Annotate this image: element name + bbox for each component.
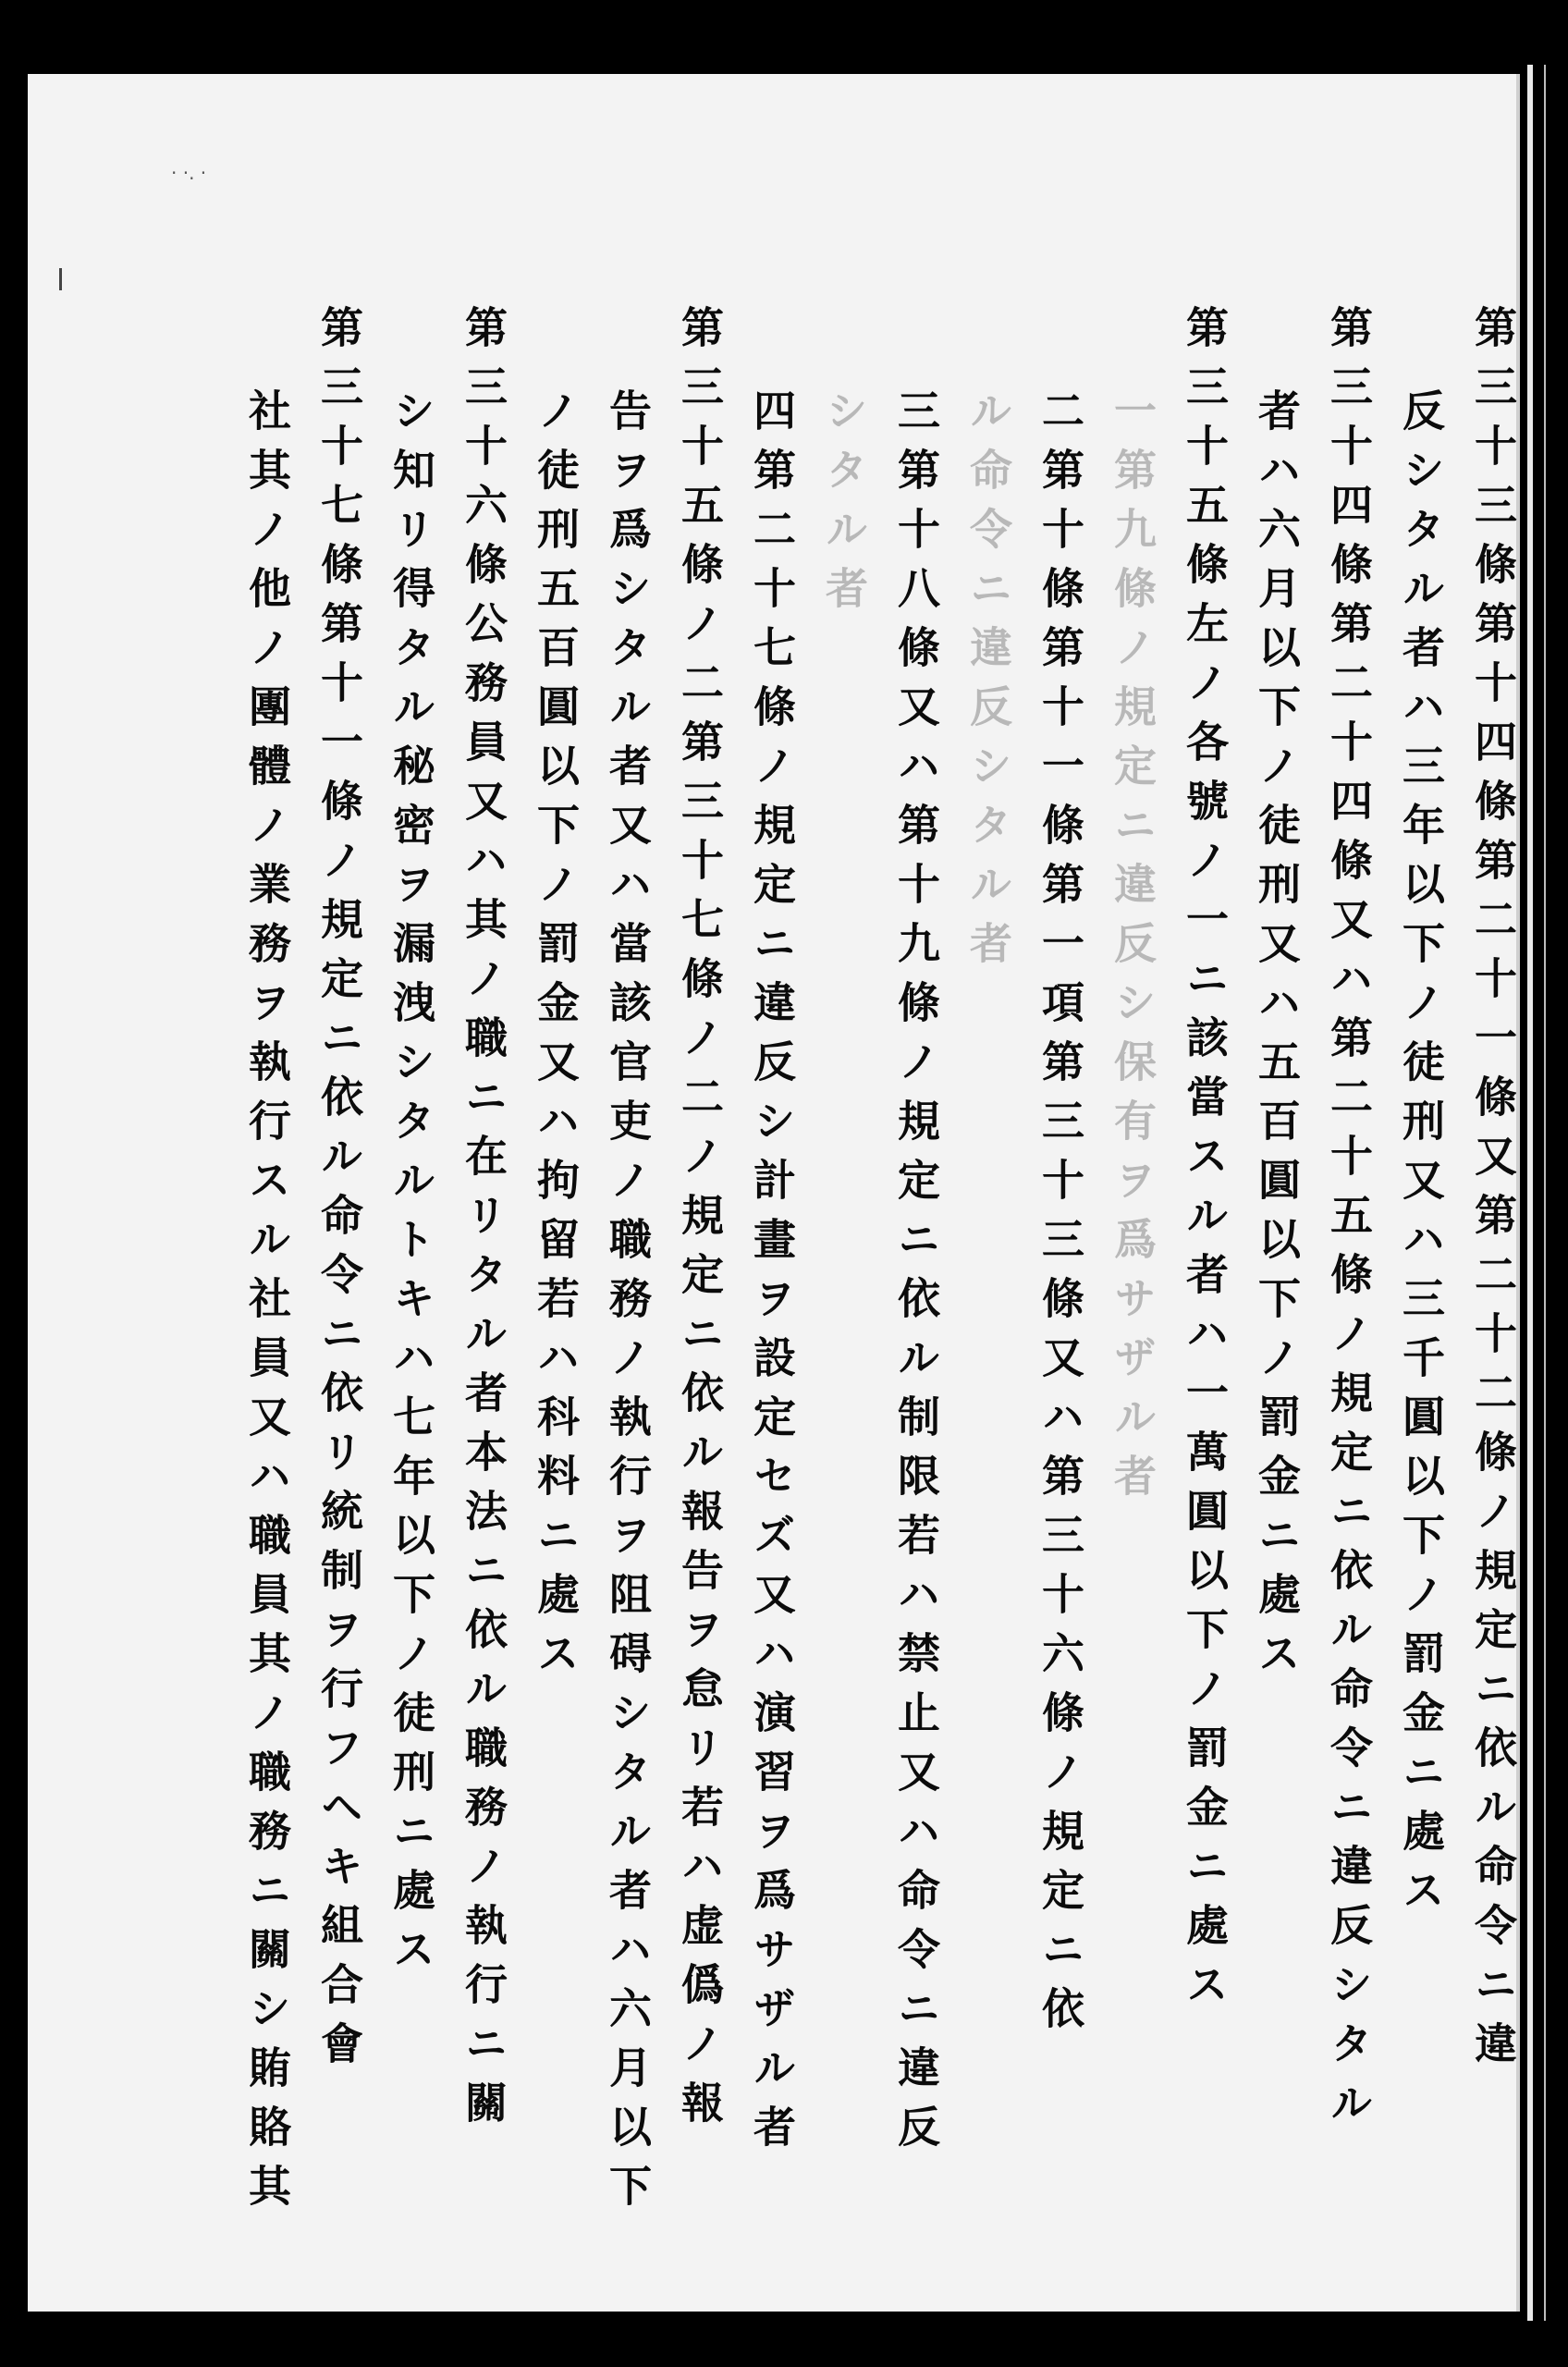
text-column: シタル者 xyxy=(819,388,869,625)
text-column: 反シタル者ハ三年以下ノ徒刑又ハ三千圓以下ノ罰金ニ處ス xyxy=(1396,388,1446,1927)
text-column: ル命令ニ違反シタル者 xyxy=(963,388,1013,980)
page-edge-thin-rule xyxy=(1544,65,1546,2321)
vertical-text-area xyxy=(213,305,1525,2247)
text-column: シ知リ得タル秘密ヲ漏洩シタルトキハ七年以下ノ徒刑ニ處ス xyxy=(386,388,436,1986)
text-column: 第三十七條第十一條ノ規定ニ依ル命令ニ依リ統制ヲ行フヘキ組合會 xyxy=(314,305,364,2080)
text-column: 告ヲ爲シタル者又ハ當該官吏ノ職務ノ執行ヲ阻碍シタル者ハ六月以下 xyxy=(603,388,653,2223)
text-column: 第三十五條左ノ各號ノ一ニ該當スル者ハ一萬圓以下ノ罰金ニ處ス xyxy=(1180,305,1230,2021)
page-edge-rule xyxy=(1527,65,1533,2321)
text-column: 四第二十七條ノ規定ニ違反シ計畫ヲ設定セズ又ハ演習ヲ爲サザル者 xyxy=(747,388,797,2164)
text-column: 一第九條ノ規定ニ違反シ保有ヲ爲サザル者 xyxy=(1108,388,1158,1513)
text-column: 第三十四條第二十四條又ハ第二十五條ノ規定ニ依ル命令ニ違反シタル xyxy=(1324,305,1374,2140)
text-column: 第三十六條公務員又ハ其ノ職ニ在リタル者本法ニ依ル職務ノ執行ニ關 xyxy=(459,305,508,2140)
text-column: 者ハ六月以下ノ徒刑又ハ五百圓以下ノ罰金ニ處ス xyxy=(1252,388,1302,1690)
text-column: 二第十條第十一條第一項第三十三條又ハ第三十六條ノ規定ニ依 xyxy=(1035,388,1085,2045)
text-column: 第三十三條第十四條第二十一條又第二十二條ノ規定ニ依ル命令ニ違 xyxy=(1468,305,1518,2080)
text-column: 社其ノ他ノ團體ノ業務ヲ執行スル社員又ハ職員其ノ職務ニ關シ賄賂其 xyxy=(242,388,292,2223)
text-column: 第三十五條ノ二第三十七條ノ二ノ規定ニ依ル報告ヲ怠リ若ハ虚僞ノ報 xyxy=(675,305,725,2140)
text-column: ノ徒刑五百圓以下ノ罰金又ハ拘留若ハ科料ニ處ス xyxy=(531,388,581,1690)
text-column: 三第十八條又ハ第十九條ノ規定ニ依ル制限若ハ禁止又ハ命令ニ違反 xyxy=(891,388,941,2164)
margin-mark xyxy=(59,268,62,290)
print-specks: · ·. · xyxy=(171,162,207,184)
document-page xyxy=(28,74,1520,2312)
